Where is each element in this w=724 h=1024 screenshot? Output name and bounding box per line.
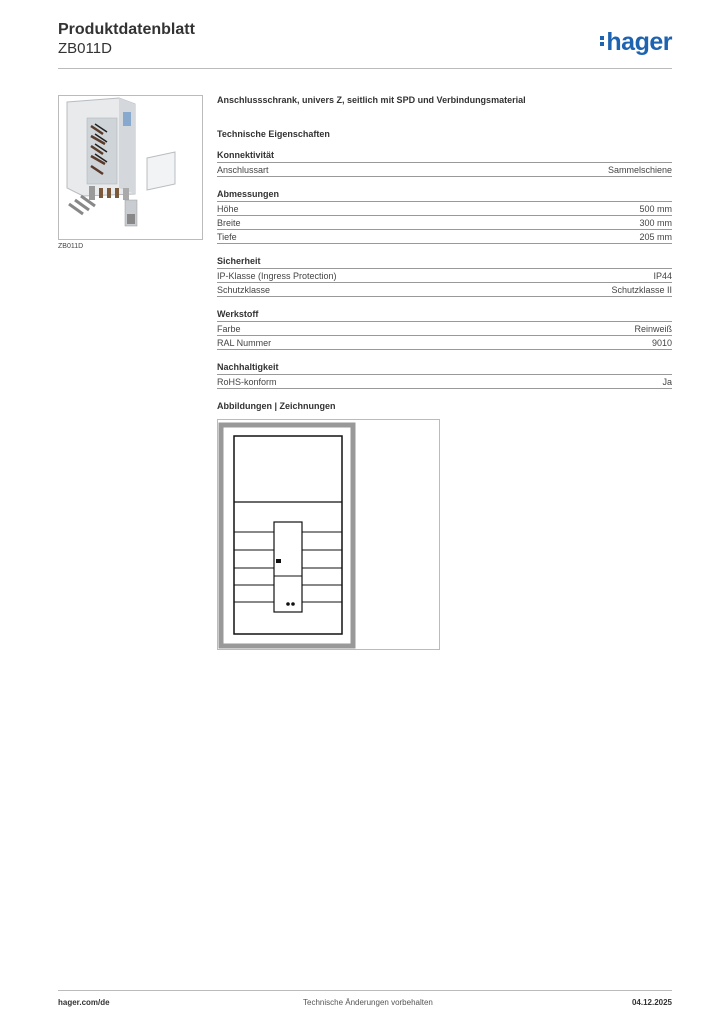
footer-website: hager.com/de — [58, 998, 110, 1007]
spec-value: Schutzklasse II — [611, 285, 672, 295]
product-code: ZB011D — [58, 40, 112, 57]
spec-value: Reinweiß — [634, 324, 672, 334]
drawings-heading: Abbildungen | Zeichnungen — [217, 401, 336, 411]
group-title: Sicherheit — [217, 256, 672, 269]
image-caption: ZB011D — [58, 243, 84, 250]
logo-dots-icon — [600, 34, 604, 48]
spec-value: 205 mm — [639, 232, 672, 242]
group-connectivity — [217, 150, 672, 177]
header-rule — [58, 68, 672, 69]
footer-date: 04.12.2025 — [631, 998, 672, 1007]
spec-value: 9010 — [651, 338, 672, 348]
group-material — [217, 309, 672, 350]
spec-row — [217, 216, 672, 230]
spec-row — [217, 283, 672, 297]
group-title: Abmessungen — [217, 189, 672, 202]
group-sustainability — [217, 362, 672, 389]
group-title: Konnektivität — [217, 150, 672, 163]
footer-notice: Technische Änderungen vorbehalten — [303, 998, 433, 1007]
logo-text: hager — [606, 28, 672, 56]
technical-heading: Technische Eigenschaften — [217, 129, 330, 139]
spec-label: RAL Nummer — [217, 338, 272, 348]
enclosure-photo-icon — [59, 96, 202, 239]
spec-value: Ja — [662, 377, 672, 387]
footer-rule — [58, 990, 672, 991]
spec-row — [217, 336, 672, 350]
spec-row — [217, 230, 672, 244]
spec-label: Tiefe — [217, 232, 237, 242]
spec-label: RoHS-konform — [217, 377, 277, 387]
spec-label: Anschlussart — [217, 165, 269, 175]
hager-logo — [600, 28, 672, 57]
spec-value: Sammelschiene — [607, 165, 672, 175]
product-image — [58, 95, 203, 240]
spec-label: Farbe — [217, 324, 241, 334]
technical-drawing — [217, 419, 440, 650]
group-title: Nachhaltigkeit — [217, 362, 672, 375]
group-safety — [217, 256, 672, 297]
spec-value: 500 mm — [639, 204, 672, 214]
group-title: Werkstoff — [217, 309, 672, 322]
spec-label: IP-Klasse (Ingress Protection) — [217, 271, 337, 281]
spec-row — [217, 375, 672, 389]
enclosure-drawing-icon — [218, 420, 439, 649]
group-dimensions — [217, 189, 672, 244]
product-description: Anschlussschrank, univers Z, seitlich mit SPD und Verbindungsmaterial — [217, 95, 526, 105]
spec-value: IP44 — [653, 271, 672, 281]
header-title: Produktdatenblatt — [58, 21, 195, 38]
spec-value: 300 mm — [639, 218, 672, 228]
main-content — [217, 95, 672, 650]
spec-label: Höhe — [217, 204, 239, 214]
spec-label: Breite — [217, 218, 241, 228]
spec-row — [217, 163, 672, 177]
spec-row — [217, 202, 672, 216]
spec-label: Schutzklasse — [217, 285, 271, 295]
spec-row — [217, 322, 672, 336]
spec-row — [217, 269, 672, 283]
